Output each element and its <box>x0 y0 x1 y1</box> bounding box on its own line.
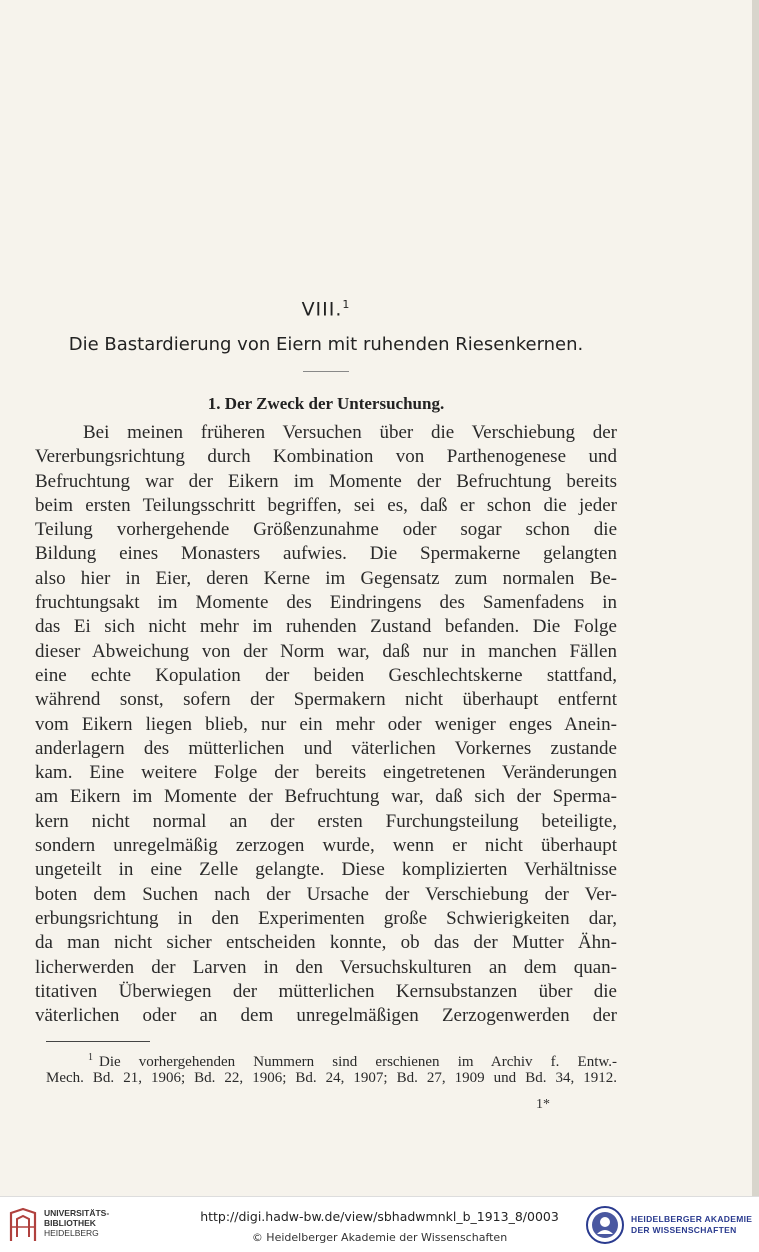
body-line: während sonst, sofern der Spermakern nicht überhaupt entfernt <box>35 689 617 711</box>
body-line: also hier in Eier, deren Kerne im Gegensatz zum normalen Be- <box>35 567 617 589</box>
chapter-title: Die Bastardierung von Eiern mit ruhenden Riesenkernen. <box>68 334 584 355</box>
body-line: erbungsrichtung in den Experimenten große Schwierigkeiten dar, <box>35 907 617 929</box>
body-line: das Ei sich nicht mehr im ruhenden Zustand befanden. Die Folge <box>35 616 617 638</box>
body-line: Befruchtung war der Eikern im Momente der Befruchtung bereits <box>35 470 617 492</box>
signature-mark: 1* <box>536 1097 550 1112</box>
body-line: dieser Abweichung von der Norm war, daß nur in manchen Fällen <box>35 640 617 662</box>
academy-seal-icon <box>585 1205 625 1245</box>
page-url-link[interactable]: http://digi.hadw-bw.de/view/sbhadwmnkl_b_1913_8/0003 <box>200 1209 559 1224</box>
footnote-divider <box>46 1041 150 1042</box>
body-line: da man nicht sicher entscheiden konnte, ob das der Mutter Ähn- <box>35 932 617 954</box>
footnote-mark: 1 <box>88 1052 93 1063</box>
footnote-line: Mech. Bd. 21, 1906; Bd. 22, 1906; Bd. 24, 1907; Bd. 27, 1909 und Bd. 34, 1912. <box>46 1070 617 1086</box>
academy-name: HEIDELBERGER AKADEMIE DER WISSENSCHAFTEN <box>631 1214 753 1235</box>
chapter-number: VIII.$^1$ <box>301 298 351 321</box>
body-line: Bildung eines Monasters aufwies. Die Spermakerne gelangten <box>35 543 617 565</box>
body-line: eine echte Kopulation der beiden Geschlechtskerne stattfand, <box>35 664 617 686</box>
footer-bar <box>0 1196 759 1252</box>
body-line: vom Eikern liegen blieb, nur ein mehr oder weniger enges Anein- <box>35 713 617 735</box>
scan-edge <box>752 0 759 1196</box>
body-line: Vererbungsrichtung durch Kombination von Parthenogenese und <box>35 446 617 468</box>
body-line: Bei meinen früheren Versuchen über die Verschiebung der <box>83 422 617 443</box>
university-library-name: UNIVERSITÄTS- BIBLIOTHEK HEIDELBERG <box>44 1208 110 1238</box>
heading-footnote-mark: 1 <box>342 298 351 311</box>
copyright-notice: © Heidelberger Akademie der Wissenschaften <box>251 1231 508 1244</box>
body-text <box>35 421 617 1028</box>
body-line: sondern unregelmäßig zerzogen wurde, wenn er nicht überhaupt <box>35 835 617 857</box>
body-line: am Eikern im Momente der Befruchtung war, daß sich der Sperma- <box>35 786 617 808</box>
footnote-line: $^1$ Die vorhergehenden Nummern sind erschienen im Archiv f. Entw.- <box>88 1052 617 1070</box>
section-heading: 1. Der Zweck der Untersuchung. <box>207 394 445 413</box>
body-line: fruchtungsakt im Momente des Eindringens des Samenfadens in <box>35 592 617 614</box>
footnote <box>46 1048 617 1088</box>
body-line: titativen Überwiegen der mütterlichen Kernsubstanzen über die <box>35 980 617 1002</box>
body-line: Teilung vorhergehende Größenzunahme oder sogar schon die <box>35 519 617 541</box>
body-line: beim ersten Teilungsschritt begriffen, sei es, daß er schon die jeder <box>35 494 617 516</box>
body-line: väterlichen oder an dem unregelmäßigen Zerzogenwerden der <box>35 1005 617 1027</box>
body-line: kam. Eine weitere Folge der bereits eingetretenen Veränderungen <box>35 762 617 784</box>
title-divider <box>303 371 349 372</box>
body-line: kern nicht normal an der ersten Furchungsteilung beteiligte, <box>35 810 617 832</box>
body-line: boten dem Suchen nach der Ursache der Verschiebung der Ver- <box>35 883 617 905</box>
body-line: anderlagern des mütterlichen und väterlichen Vorkernes zustande <box>35 737 617 759</box>
body-line: ungeteilt in eine Zelle gelangte. Diese komplizierten Verhältnisse <box>35 859 617 881</box>
body-line: licherwerden der Larven in den Versuchskulturen an dem quan- <box>35 956 617 978</box>
